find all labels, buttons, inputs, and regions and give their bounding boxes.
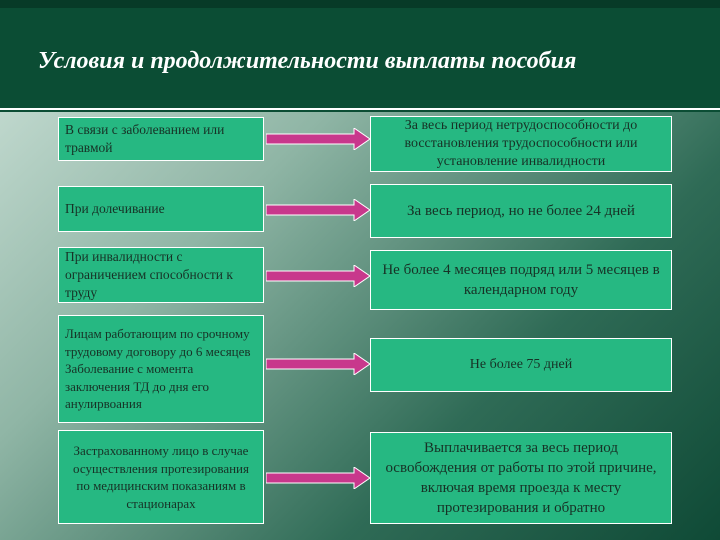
arrow-2 <box>266 199 370 221</box>
arrow-3 <box>266 265 370 287</box>
duration-box-2 <box>370 184 672 238</box>
duration-text-3: Не более 4 месяцев подряд или 5 месяцев в календарном году <box>382 262 660 298</box>
duration-box-4 <box>370 338 672 392</box>
condition-text-4: Лицам работающим по срочному трудовому договору до 6 месяцев Заболевание с момента заключения ТД до дня его анулирвоания <box>65 326 251 412</box>
condition-text-2: При долечивание <box>65 201 165 216</box>
duration-box-1 <box>370 116 672 172</box>
condition-box-5 <box>58 430 264 524</box>
header-top-strip <box>0 0 720 8</box>
condition-box-4 <box>58 315 264 423</box>
slide-title: Условия и продолжительности выплаты пособия <box>38 48 577 74</box>
condition-text-5: Застрахованному лицо в случае осуществления протезирования по медицинским показаниям в стационарах <box>73 443 249 511</box>
arrow-4 <box>266 353 370 375</box>
arrow-5 <box>266 467 370 489</box>
duration-text-5: Выплачивается за весь период освобождения от работы по этой причине, включая время проезда к месту протезирования и обратно <box>385 440 657 516</box>
duration-box-3 <box>370 250 672 310</box>
condition-text-3: При инвалидности с ограничением способности к труду <box>65 249 233 300</box>
duration-text-1: За весь период нетрудоспособности до восстановления трудоспособности или установление инвалидности <box>404 118 638 169</box>
condition-text-1: В связи с заболеванием или травмой <box>65 122 225 155</box>
condition-box-1 <box>58 117 264 161</box>
duration-text-4: Не более 75 дней <box>469 357 573 372</box>
arrow-1 <box>266 128 370 150</box>
condition-box-3 <box>58 247 264 303</box>
header-divider <box>0 108 720 110</box>
condition-box-2 <box>58 186 264 232</box>
duration-box-5 <box>370 432 672 524</box>
duration-text-2: За весь период, но не более 24 дней <box>407 203 635 219</box>
